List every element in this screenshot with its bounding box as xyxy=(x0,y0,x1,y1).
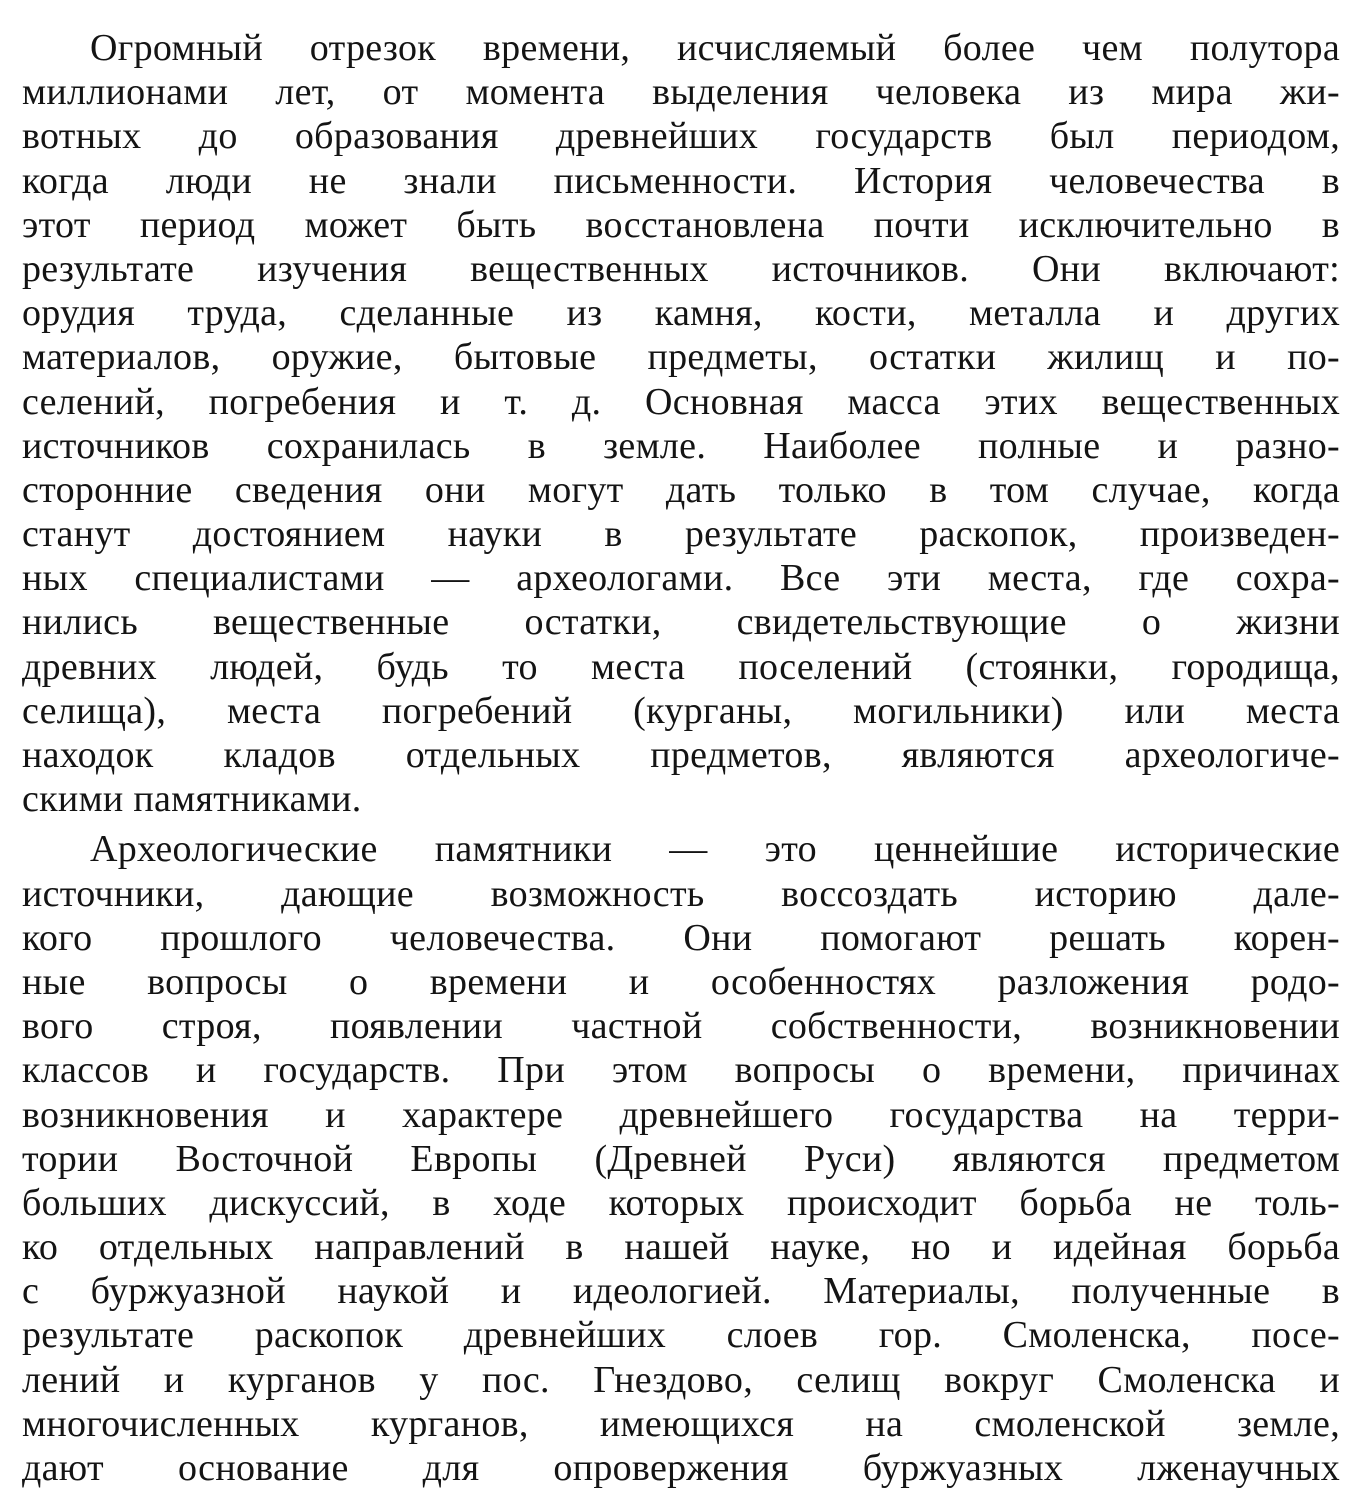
text-line: источников сохранилась в земле. Наиболее полные и разно- xyxy=(22,424,1340,467)
text-line: скими памятниками. xyxy=(22,778,362,821)
text-line: дают основание для опровержения буржуазных лженаучных xyxy=(22,1447,1340,1489)
text-line: ные вопросы о времени и особенностях разложения родо- xyxy=(22,960,1340,1003)
text-line: когда люди не знали письменности. История человечества в xyxy=(22,159,1340,202)
text-line: Археологические памятники — это ценнейшие исторические xyxy=(90,828,1340,871)
text-line: станут достоянием науки в результате раскопок, произведен- xyxy=(22,513,1340,556)
text-line: ко отдельных направлений в нашей науке, но и идейная борьба xyxy=(22,1226,1340,1269)
text-line: классов и государств. При этом вопросы о времени, причинах xyxy=(22,1049,1340,1092)
text-line: возникновения и характере древнейшего государства на терри- xyxy=(22,1093,1340,1136)
text-line: кого прошлого человечества. Они помогают решать корен- xyxy=(22,916,1340,959)
text-line: сторонние сведения они могут дать только в том случае, когда xyxy=(22,468,1340,511)
text-line: результате изучения вещественных источников. Они включают: xyxy=(22,247,1340,290)
text-line: миллионами лет, от момента выделения человека из мира жи- xyxy=(22,71,1340,114)
text-line: нились вещественные остатки, свидетельствующие о жизни xyxy=(22,601,1340,644)
text-line: ных специалистами — археологами. Все эти места, где сохра- xyxy=(22,557,1340,600)
text-line: лений и курганов у пос. Гнездово, селищ вокруг Смоленска и xyxy=(22,1358,1340,1401)
paragraph-2 xyxy=(22,827,1340,1490)
text-line: селений, погребения и т. д. Основная масса этих вещественных xyxy=(22,380,1340,423)
text-line: этот период может быть восстановлена почти исключительно в xyxy=(22,203,1340,246)
text-line: орудия труда, сделанные из камня, кости, металла и других xyxy=(22,292,1340,335)
text-line: тории Восточной Европы (Древней Руси) являются предметом xyxy=(22,1137,1340,1180)
text-line: находок кладов отдельных предметов, являются археологиче- xyxy=(22,734,1340,776)
text-line: результате раскопок древнейших слоев гор. Смоленска, посе- xyxy=(22,1314,1340,1357)
text-line: больших дискуссий, в ходе которых происходит борьба не толь- xyxy=(22,1181,1340,1224)
text-line: древних людей, будь то места поселений (стоянки, городища, xyxy=(22,645,1340,688)
text-line: многочисленных курганов, имеющихся на смоленской земле, xyxy=(22,1402,1340,1445)
text-line: вого строя, появлении частной собственности, возникновении xyxy=(22,1005,1340,1048)
text-line: с буржуазной наукой и идеологией. Материалы, полученные в xyxy=(22,1270,1340,1313)
text-line: вотных до образования древнейших государств был периодом, xyxy=(22,115,1340,158)
text-line: селища), места погребений (курганы, могильники) или места xyxy=(22,689,1340,732)
text-line: источники, дающие возможность воссоздать историю дале- xyxy=(22,872,1340,915)
text-line: материалов, оружие, бытовые предметы, остатки жилищ и по- xyxy=(22,336,1340,379)
document-page xyxy=(22,26,1340,1490)
paragraph-1 xyxy=(22,26,1340,821)
text-line: Огромный отрезок времени, исчисляемый более чем полутора xyxy=(90,27,1340,69)
